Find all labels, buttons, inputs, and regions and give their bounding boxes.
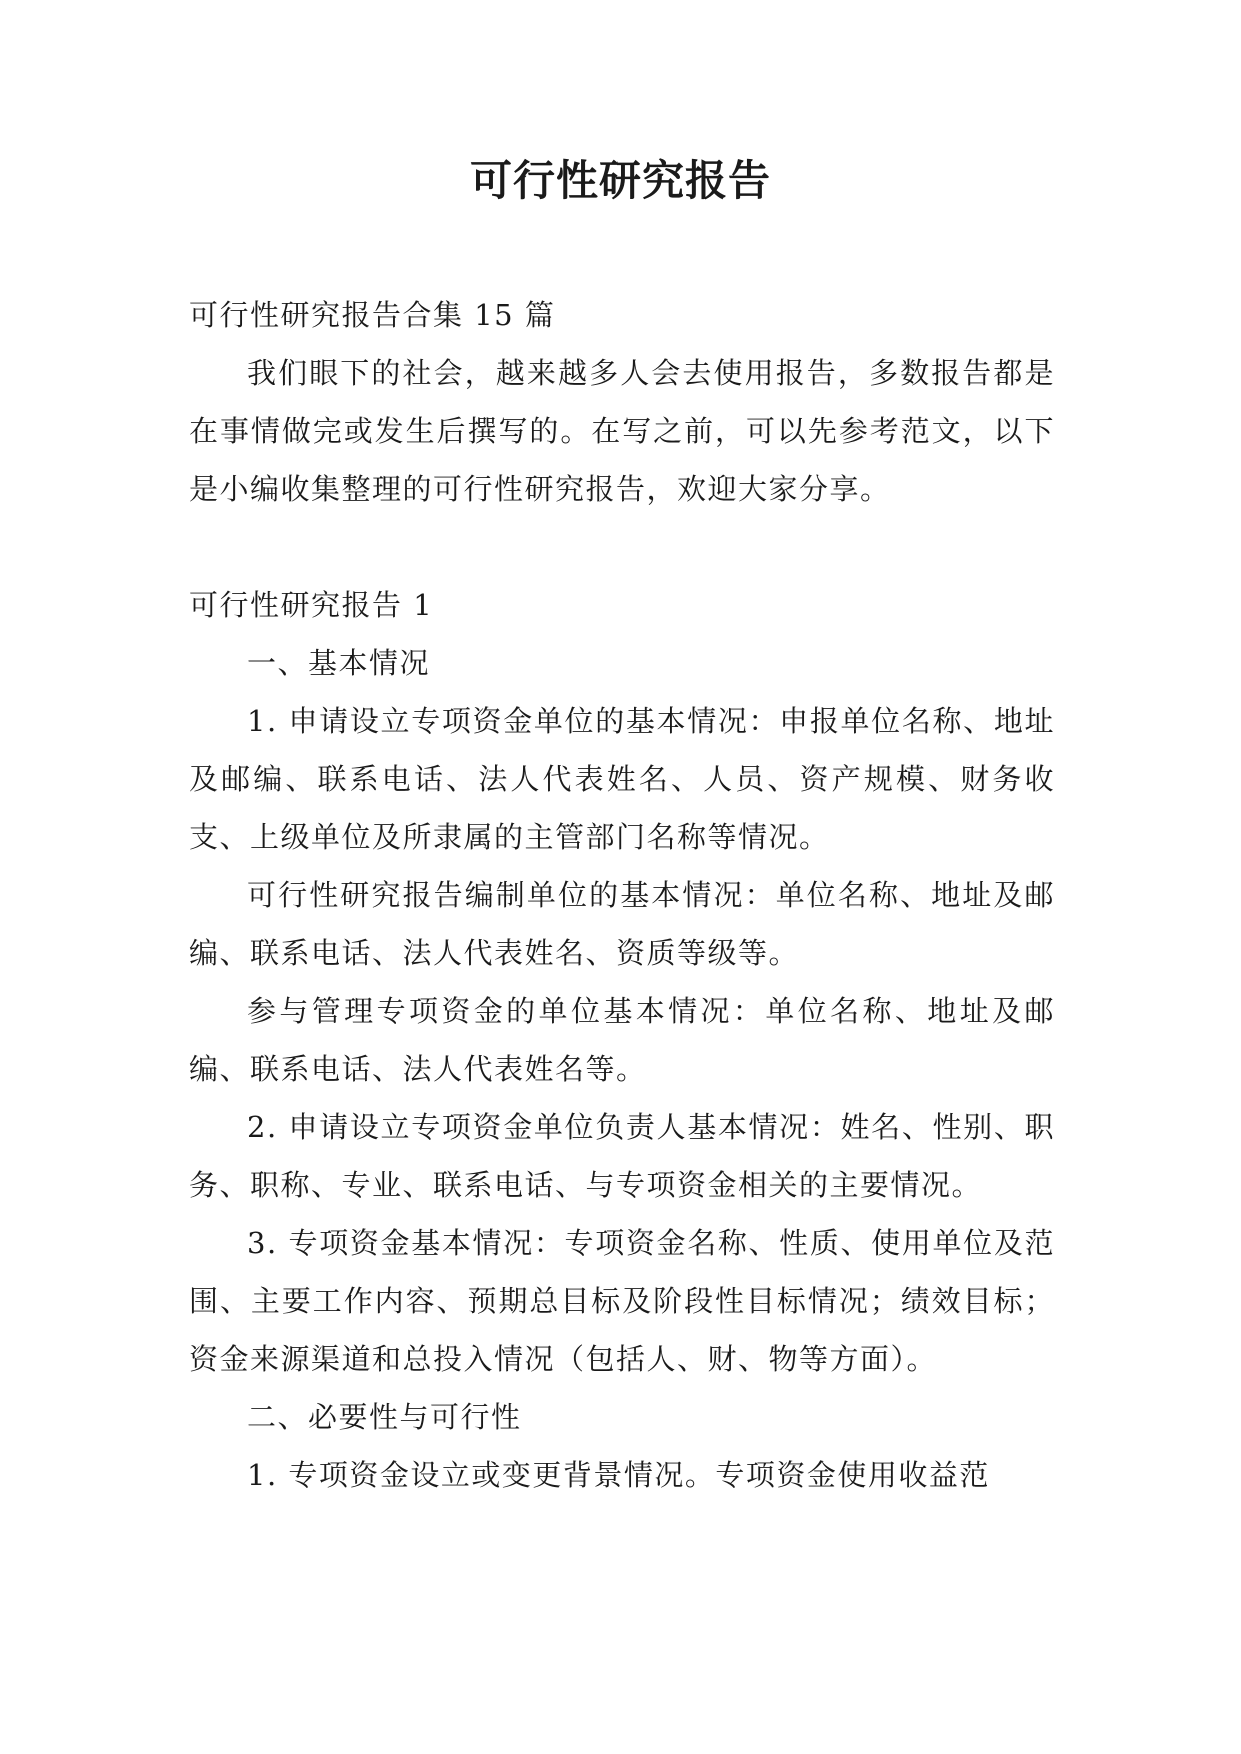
- paragraph-gap: [189, 518, 1055, 576]
- intro-paragraph: 我们眼下的社会，越来越多人会去使用报告，多数报告都是在事情做完或发生后撰写的。在写之前，可以先参考范文，以下是小编收集整理的可行性研究报告，欢迎大家分享。: [189, 356, 1055, 506]
- paragraph-compiler-info: 可行性研究报告编制单位的基本情况：单位名称、地址及邮编、联系电话、法人代表姓名、资质等级等。: [189, 878, 1055, 970]
- paragraph-participant-info: 参与管理专项资金的单位基本情况：单位名称、地址及邮编、联系电话、法人代表姓名等。: [189, 994, 1055, 1086]
- item-background: 1. 专项资金设立或变更背景情况。专项资金使用收益范: [247, 1458, 990, 1492]
- heading-necessity: 二、必要性与可行性: [247, 1400, 522, 1434]
- heading-basic-info: 一、基本情况: [247, 646, 431, 680]
- item-applicant-info: 1. 申请设立专项资金单位的基本情况：申报单位名称、地址及邮编、联系电话、法人代表姓名、人员、资产规模、财务收支、上级单位及所隶属的主管部门名称等情况。: [189, 704, 1055, 854]
- document-title: 可行性研究报告: [469, 156, 771, 205]
- collection-heading: 可行性研究报告合集 15 篇: [189, 298, 556, 332]
- item-responsible-person: 2. 申请设立专项资金单位负责人基本情况：姓名、性别、职务、职称、专业、联系电话、与专项资金相关的主要情况。: [189, 1110, 1055, 1202]
- item-fund-info: 3. 专项资金基本情况：专项资金名称、性质、使用单位及范围、主要工作内容、预期总目标及阶段性目标情况；绩效目标；资金来源渠道和总投入情况（包括人、财、物等方面）。: [189, 1226, 1055, 1376]
- document-body: [189, 286, 1055, 1504]
- section-title: 可行性研究报告 1: [189, 588, 434, 622]
